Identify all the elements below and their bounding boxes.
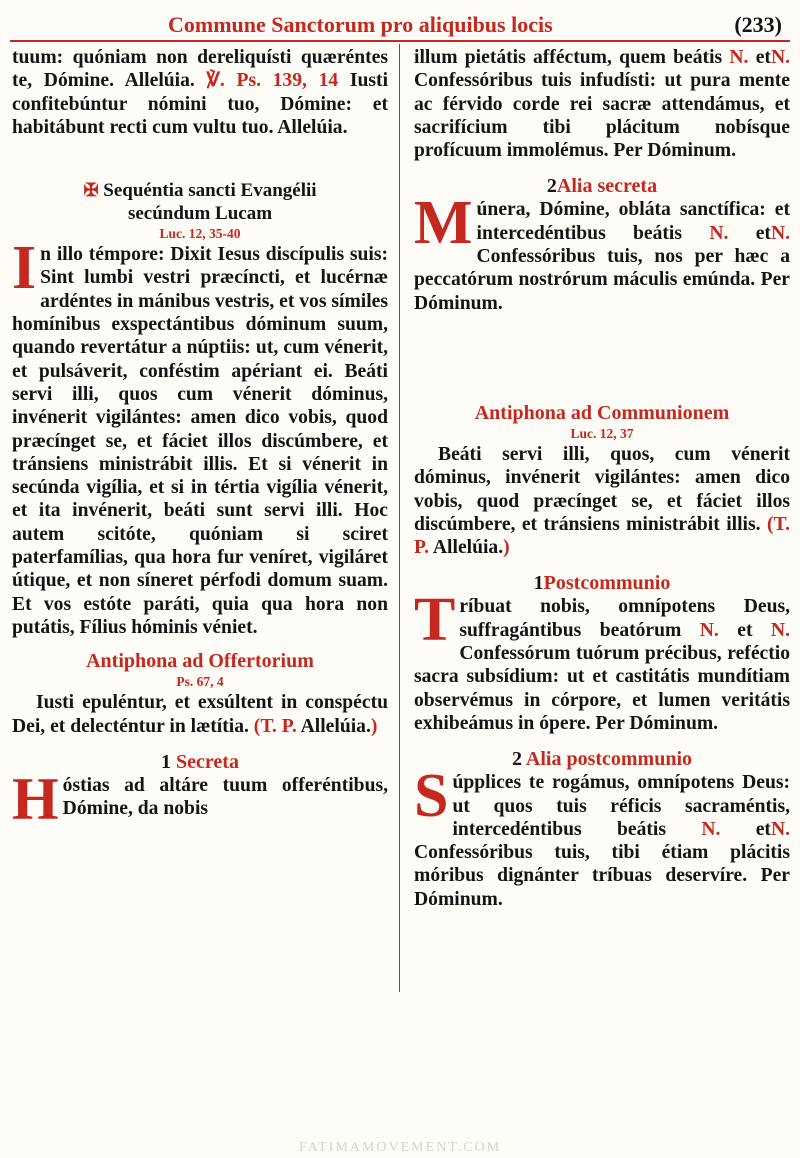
secreta-cont-n1: N.	[729, 47, 749, 68]
postcommunio-part2: Confessórum tuórum précibus, reféctio sacra subsídium: ut et castitátis mundítiam observémus in córpore, et lumen veritátis exhibeámus in ópere. Per Dóminum.	[414, 643, 790, 734]
communion-text	[414, 443, 790, 559]
left-column	[12, 46, 389, 832]
gospel-heading	[12, 179, 388, 225]
offertory-text	[12, 691, 388, 738]
secreta-cont-n2: N.	[770, 47, 790, 68]
gospel-citation: Luc. 12, 35-40	[159, 226, 241, 242]
postcommunio-initial: T	[414, 586, 456, 655]
alia-secreta-et: et	[755, 222, 771, 244]
communion-heading: Antiphona ad Communionem	[474, 401, 730, 424]
gradual-text: tuum: quóniam non dereliquísti quæréntes te, Dómine. Allelúia.	[12, 47, 388, 92]
alia-postcommunio-part2: Confessóribus tuis, tibi étiam plácitis móribus dignánter tríbuas deservíre. Per Dóminum.	[414, 842, 790, 910]
alia-secreta-title: Alia secreta	[556, 175, 658, 198]
alia-postcommunio-number: 2	[511, 748, 522, 771]
postcommunio-title: Postcommunio	[543, 572, 671, 595]
secreta-cont-part2: Confessóribus tuis infudísti: ut pura mente ac férvido corde rei sacræ attendámus, et sacrifícium tibi plácitum nobísque profícuum immolémus. Per Dóminum.	[414, 70, 790, 162]
secreta-text	[12, 765, 388, 832]
communion-alleluia: Allelúia.	[432, 537, 504, 559]
alia-postcommunio-part1: úpplices te rogámus, omnípotens Deus: ut quos tuis réficis sacraméntis, intercedéntibus beátis	[452, 772, 790, 840]
alia-secreta-n2: N.	[770, 222, 790, 244]
alia-secreta-text	[414, 189, 790, 314]
secreta-body: óstias ad altáre tuum offeréntibus, Dómine, da nobis	[62, 774, 388, 820]
postcommunio-et: et	[737, 619, 753, 641]
offertory-tp-close: )	[370, 715, 378, 737]
cross-icon: ✠	[83, 180, 99, 201]
offertory-citation: Ps. 67, 4	[176, 674, 224, 690]
offertory-alleluia: Allelúia.	[300, 715, 371, 737]
alia-secreta-n1: N.	[709, 222, 729, 244]
postcommunio-number: 1	[533, 572, 544, 595]
secreta-cont-part1: illum pietátis afféctum, quem beátis	[414, 47, 723, 68]
communion-tp-close: )	[503, 537, 510, 559]
postcommunio-heading	[414, 571, 790, 595]
gospel-body: n illo témpore: Dixit Iesus discípulis suis: Sint lumbi vestri præcíncti, et lucérnæ ardéntes in mánibus vestris, et vos símiles homínibus exspectántibus dóminum suum, quando revertátur a núptiis: ut, cum vénerit, et pulsáverit, conféstim apériant ei. Beáti servi illi, quos cum vénerit dóminus, invénerit vigilántes: amen dico vobis, quod præcínget se, et fáciet illos discúmbere, et tránsiens ministrábit illis. Et si vénerit in secúnda vigília, et si in tértia vigília vénerit, et ita invénerit, beáti sunt servi illi. Hoc autem scitóte, quóniam si sciret paterfamílias, qua hora fur veníret, vigiláret útique, et non síneret pérfodi domum suam. Et vos estóte paráti, quia qua hora non putátis, Fílius hóminis véniet.	[12, 244, 388, 638]
alia-secreta-initial: M	[414, 189, 473, 258]
alia-postcommunio-n1: N.	[701, 818, 721, 840]
secreta-title: Secreta	[176, 750, 239, 773]
postcommunio-n1: N.	[699, 619, 719, 641]
secreta-initial: H	[12, 765, 59, 832]
versicle-text: Iusti confitebúntur nómini tuo, Dómine: et habitábunt recti cum vultu tuo. Allelúia.	[12, 70, 389, 138]
secreta-cont-et: et	[755, 47, 771, 68]
gradual-continuation	[12, 46, 388, 139]
gospel-initial: I	[12, 234, 37, 303]
communion-citation: Luc. 12, 37	[570, 425, 634, 441]
alia-postcommunio-heading	[414, 747, 790, 771]
alia-secreta-part2: Confessóribus tuis, nos per hæc a peccatórum nostrórum máculis emúnda. Per Dóminum.	[414, 246, 790, 314]
postcommunio-part1: ríbuat nobis, omnípotens Deus, suffragántibus beatórum	[459, 596, 790, 641]
alia-postcommunio-n2: N.	[770, 818, 790, 840]
page-header	[10, 6, 790, 42]
offertory-tp: (T. P.	[253, 715, 297, 737]
column-divider	[399, 44, 400, 992]
offertory-heading: Antiphona ad Offertorium	[86, 650, 314, 673]
communion-body: Beáti servi illi, quos, cum vénerit dóminus, invénerit vigilántes: amen dico vobis, quod præcínget se, et fáciet illos discúmbere, et tránsiens ministrábit illis.	[414, 443, 790, 535]
offertory-body: Iusti epuléntur, et exsúltent in conspéctu Dei, et delecténtur in lætítia.	[12, 692, 388, 737]
versicle-mark: ℣. Ps. 139, 14	[206, 70, 339, 92]
alia-postcommunio-text	[414, 762, 790, 911]
communion-tp: (T. P.	[414, 513, 790, 559]
gospel-heading-line2: secúndum Lucam	[127, 203, 273, 225]
page-number: (233)	[734, 12, 782, 37]
alia-secreta-part1: únera, Dómine, obláta sanctífica: et intercedéntibus beátis	[476, 199, 790, 244]
watermark: FATIMAMOVEMENT.COM	[298, 1140, 502, 1155]
secreta-number: 1	[161, 750, 172, 773]
postcommunio-text	[414, 586, 790, 735]
page-title: Commune Sanctorum pro aliquibus locis	[168, 12, 553, 37]
alia-postcommunio-initial: S	[414, 762, 449, 831]
alia-postcommunio-title: Alia postcommunio	[525, 748, 693, 771]
secreta-continuation	[414, 46, 790, 162]
alia-postcommunio-et: et	[755, 818, 771, 840]
right-column	[414, 46, 790, 911]
alia-secreta-number: 2	[546, 175, 557, 198]
postcommunio-n2: N.	[770, 619, 790, 641]
secreta-heading	[12, 750, 388, 774]
gospel-heading-line1: Sequéntia sancti Evangélii	[103, 180, 317, 202]
